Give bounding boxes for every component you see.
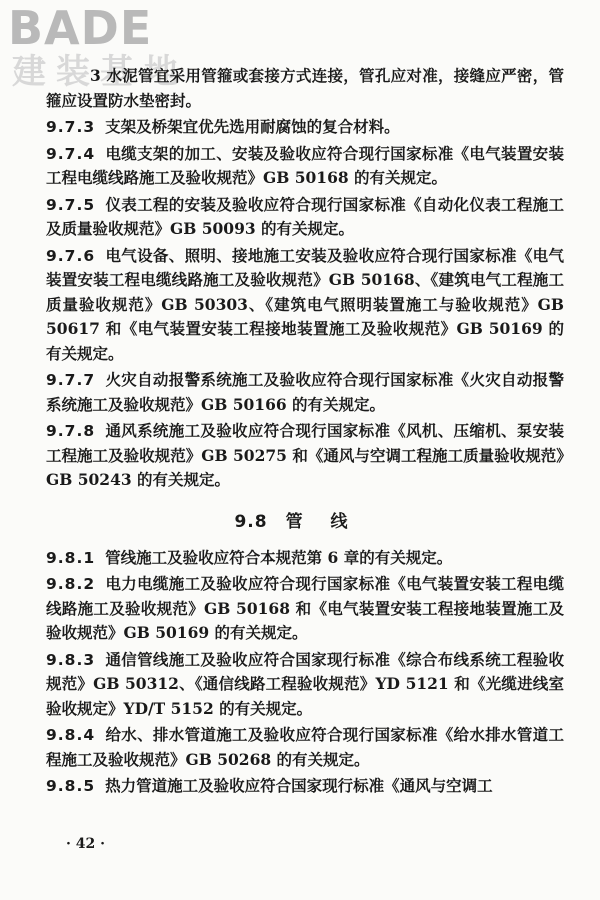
clause-text: 电缆支架的加工、安装及验收应符合现行国家标准《电气装置安装工程电缆线路施工及验收规范》GB 50168 的有关规定。	[46, 143, 564, 187]
clause-text: 支架及桥架宜优先选用耐腐蚀的复合材料。	[105, 117, 400, 136]
clause-9-7-3	[46, 115, 564, 140]
clause-9-7-7	[46, 368, 564, 417]
clause-number: 9.8.2	[46, 575, 96, 593]
clause-number: 9.8.5	[46, 777, 96, 795]
section-number: 9.8	[234, 511, 268, 532]
clause-9-7-5	[46, 193, 564, 242]
clause-text: 火灾自动报警系统施工及验收应符合现行国家标准《火灾自动报警系统施工及验收规范》GB 50166 的有关规定。	[46, 370, 564, 414]
clause-number: 9.7.6	[46, 246, 96, 265]
clause-9-8-4	[46, 723, 564, 772]
clause-9-8-1	[46, 546, 564, 571]
clause-number: 9.8.4	[46, 726, 96, 744]
clause-9-8-5	[46, 774, 564, 799]
clause-text: 给水、排水管道施工及验收应符合现行国家标准《给水排水管道工程施工及验收规范》GB 50268 的有关规定。	[46, 725, 564, 769]
clause-text: 仪表工程的安装及验收应符合现行国家标准《自动化仪表工程施工及质量验收规范》GB 50093 的有关规定。	[46, 194, 564, 238]
clause-text: 通风系统施工及验收应符合现行国家标准《风机、压缩机、泵安装工程施工及验收规范》GB 50275 和《通风与空调工程施工质量验收规范》GB 50243 的有关规定。	[46, 421, 564, 489]
clause-number: 9.7.7	[46, 371, 96, 389]
clause-number: 9.8.3	[46, 650, 96, 669]
clause-text: 热力管道施工及验收应符合国家现行标准《通风与空调工	[105, 776, 493, 795]
watermark-chinese: 建装基地	[12, 52, 188, 92]
clause-text: 通信管线施工及验收应符合国家现行标准《综合布线系统工程验收规范》GB 50312、《通信线路工程验收规范》YD 5121 和《光缆进线室验收规定》YD/T 5152 的有关规定。	[46, 649, 564, 718]
page-number: · 42 ·	[66, 836, 105, 852]
clause-9-7-4	[46, 142, 564, 191]
clause-number: 9.7.5	[46, 195, 96, 214]
clause-text: 管线施工及验收应符合本规范第 6 章的有关规定。	[105, 547, 453, 567]
clause-9-8-3	[46, 648, 564, 722]
clause-text: 电气设备、照明、接地施工安装及验收应符合现行国家标准《电气装置安装工程电缆线路施工及验收规范》GB 50168、《建筑电气工程施工质量验收规范》GB 50303、《建筑电气照明装置施工与验收规范》GB 50617 和《电气装置安装工程接地装置施工及验收规范》GB 50169 的有关规定。	[46, 245, 564, 363]
clause-9-7-6	[46, 244, 564, 367]
clause-number: 9.8.1	[46, 548, 96, 567]
clause-number: 9.7.3	[46, 118, 96, 136]
clause-text: 3 水泥管宜采用管箍或套接方式连接，管孔应对准，接缝应严密，管箍应设置防水垫密封。	[46, 66, 564, 110]
clause-number: 9.7.4	[46, 144, 96, 163]
clause-text: 电力电缆施工及验收应符合现行国家标准《电气装置安装工程电缆线路施工及验收规范》GB 50168 和《电气装置安装工程接地装置施工及验收规范》GB 50169 的有关规定。	[46, 574, 564, 642]
clause-9-7-8	[46, 419, 564, 493]
clause-continued	[46, 64, 564, 113]
section-title: 管线	[285, 511, 376, 532]
document-body	[46, 64, 564, 801]
section-heading	[46, 507, 564, 532]
watermark-brand: BADE	[8, 1, 153, 55]
clause-number: 9.7.8	[46, 422, 96, 440]
clause-9-8-2	[46, 572, 564, 646]
